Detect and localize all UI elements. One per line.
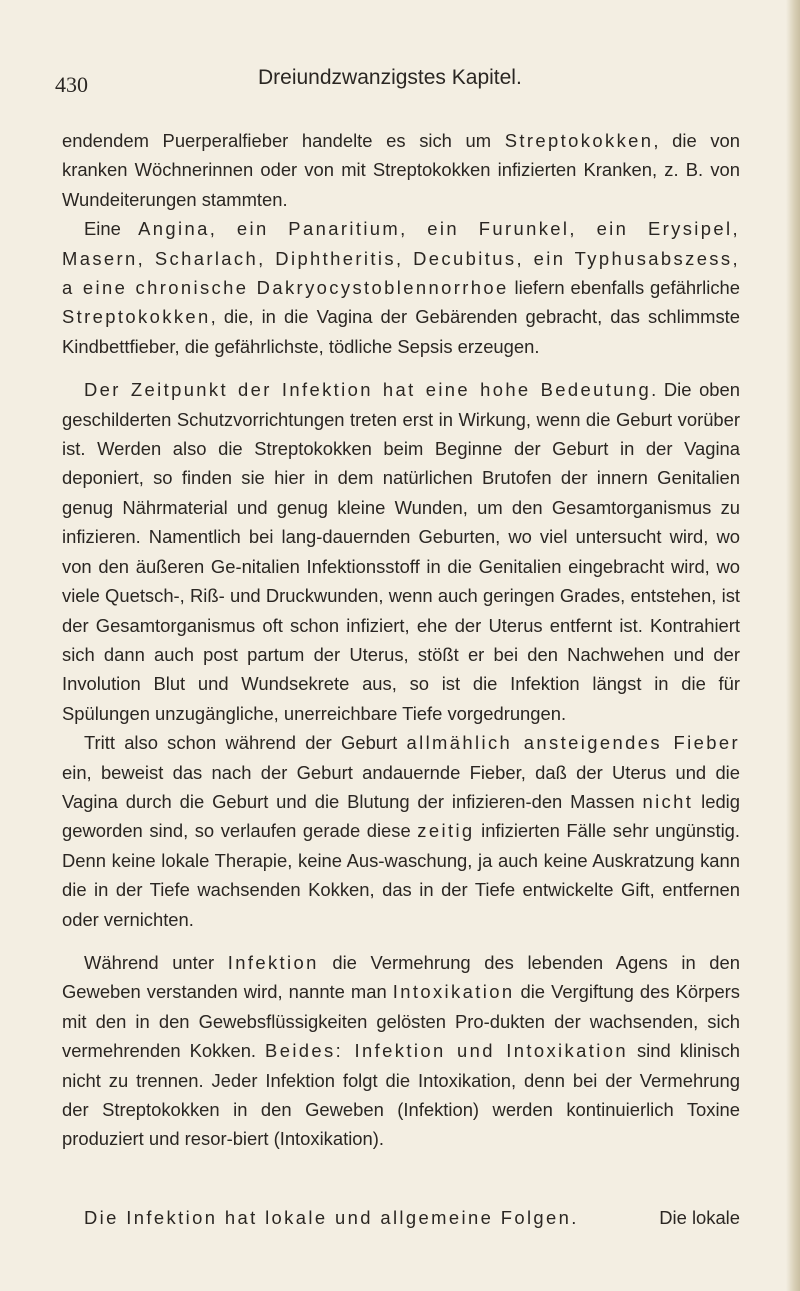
spaced-term: Infektion: [227, 951, 319, 973]
text-run: Tritt also schon während der Geburt: [84, 732, 407, 754]
text-run: die Vergiftung des Körpers mit den in den Gewebsflüssigkeiten gelösten Pro-dukten der wachsenden, sich vermehrenden Kokken.: [62, 981, 740, 1062]
page-number: 430: [55, 72, 88, 97]
paragraph-3: [62, 375, 740, 728]
paragraph-1: [62, 126, 740, 214]
spaced-term: nicht: [642, 790, 694, 812]
spaced-term: Intoxikation: [392, 981, 515, 1003]
text-run: endendem Puerperalfieber handelte es sich um: [62, 130, 505, 151]
text-run: Während unter: [84, 951, 228, 973]
spaced-term: Beides: Infektion und Intoxikation: [265, 1040, 628, 1062]
text-run: , die von kranken Wöchnerinnen oder von mit Streptokokken infizierten Kranken, z. B. von Wundeiterungen stammten.: [62, 130, 740, 210]
text-run: . Die oben geschilderten Schutzvorrichtungen treten erst in Wirkung, wenn die Geburt vorüber ist. Werden also die Streptokokken beim Beginne der Geburt in der Vagina deponiert, so finden sie hier in dem natürlichen Brutofen der innern Genitalien genug Nährmaterial und genug kleine Wunden, um den Gesamtorganismus zu infizieren. Namentlich bei lang-dauernden Geburten, wo viel untersucht wird, wo von den äußeren Ge-nitalien Infektionsstoff in die Genitalien eingebracht wird, wo viele Quetsch-, Riß- und Druckwunden, wenn auch geringen Grades, entstehen, ist der Gesamtorganismus oft schon infiziert, ehe der Uterus entfernt ist. Kontrahiert sich dann auch post partum der Uterus, stößt er bei den Nachwehen und der Involution Blut und Wundsekrete aus, so ist die Infektion längst in die für Spülungen unzugängliche, unerreichbare Tiefe vorgedrungen.: [62, 379, 740, 724]
spaced-term: Angina, ein Panaritium, ein Furunkel, ein Erysipel, Masern, Scharlach, Diphtheritis, Decubitus, ein Typhusabszess, a eine chronische Dakryocystoblennorrhoe: [62, 218, 741, 299]
body-text: [62, 126, 740, 1154]
continuation-text-right: Die lokale: [659, 1207, 740, 1228]
text-run: infizierten Fälle sehr ungünstig. Denn keine lokale Therapie, keine Aus-waschung, ja auch keine Auskratzung kann die in der Tiefe wachsenden Kokken, das in der Tiefe entwickelte Gift, entfernen oder vernichten.: [62, 820, 740, 930]
text-run: Eine: [84, 218, 139, 240]
paragraph-5: [62, 948, 740, 1154]
paragraph-4: [62, 728, 740, 934]
spaced-term: Streptokokken: [62, 306, 211, 328]
spaced-term: Streptokokken: [504, 130, 654, 151]
text-run: ein, beweist das nach der Geburt andauernde Fieber, daß der Uterus und die Vagina durch die Geburt und die Blutung der infizieren-den Massen: [62, 761, 740, 812]
text-run: , die, in die Vagina der Gebärenden gebracht, das schlimmste Kindbettfieber, die gefährlichste, tödliche Sepsis erzeugen.: [62, 306, 740, 357]
continuation-text: Die Infektion hat lokale und allgemeine Folgen.: [84, 1207, 579, 1228]
page-edge-shadow: [786, 0, 800, 1291]
text-run: ledig geworden sind, so verlaufen gerade diese: [62, 790, 741, 842]
spaced-term: allmählich ansteigendes Fieber: [406, 732, 740, 754]
text-run: die Vermehrung des lebenden Agens in den Geweben verstanden wird, nannte man: [62, 951, 740, 1003]
text-run: liefern ebenfalls gefährliche: [508, 277, 740, 299]
spaced-term: zeitig: [417, 820, 475, 842]
text-run: sind klinisch nicht zu trennen. Jeder Infektion folgt die Intoxikation, denn bei der Vermehrung der Streptokokken in den Geweben (Infektion) werden kontinuierlich Toxine produziert und resor-biert (Intoxikation).: [62, 1040, 740, 1150]
spaced-term: Der Zeitpunkt der Infektion hat eine hohe Bedeutung: [84, 379, 652, 401]
continuation-line: [84, 1203, 740, 1232]
running-head: Dreiundzwanzigstes Kapitel.: [258, 66, 522, 89]
paragraph-2: [62, 214, 740, 361]
